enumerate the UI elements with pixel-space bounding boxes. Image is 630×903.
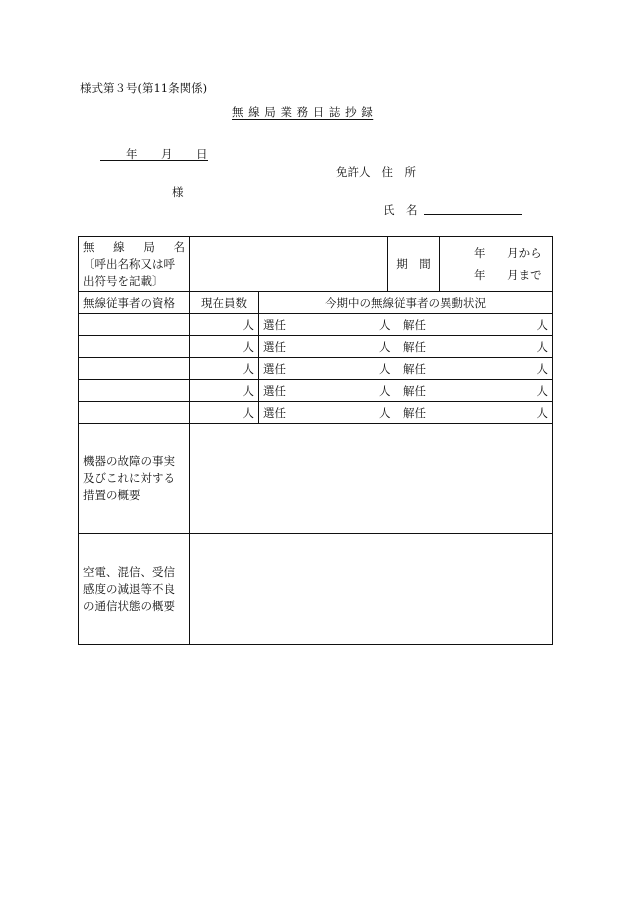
unit-label: 人 [242,383,254,398]
changes-cell[interactable] [259,402,553,424]
comm-issues-label [79,534,190,645]
station-name-label-cell [79,237,190,292]
appoint-label: 選任 [263,339,286,354]
form-number: 様式第３号(第11条関係) [80,81,208,95]
current-count-cell[interactable] [190,336,259,358]
current-count-cell[interactable] [190,314,259,336]
log-table [78,236,553,645]
licensee-address-label [336,164,416,180]
station-name-value[interactable] [190,237,388,292]
col-changes-header: 今期中の無線従事者の異動状況 [259,292,553,314]
unit-label: 人 [379,405,391,420]
station-name-label [83,239,185,256]
licensee-name-label: 氏 名 [383,203,418,217]
name-underline [424,214,522,215]
dismiss-label: 解任 [403,405,426,420]
period-from-month: 月から [507,246,542,260]
appoint-label: 選任 [263,405,286,420]
appoint-label: 選任 [263,383,286,398]
equipment-fault-line: 措置の概要 [83,488,141,502]
unit-label: 人 [379,339,391,354]
changes-cell[interactable] [259,358,553,380]
form-title: 無 線 局 業 務 日 誌 抄 録 [232,105,374,119]
station-name-note-2: 出符号を記載〕 [83,273,164,288]
comm-issues-line: 感度の減退等不良 [83,581,175,596]
period-from [444,242,548,264]
qualification-cell[interactable] [79,402,190,424]
current-count-cell[interactable] [190,358,259,380]
qualification-cell[interactable] [79,358,190,380]
staff-header-row [79,292,553,314]
staff-row [79,358,553,380]
period-to-year: 年 [474,268,486,282]
changes-cell[interactable] [259,380,553,402]
licensee-label: 免許人 [336,165,371,179]
period-to-month: 月まで [507,268,542,282]
period-label: 期 間 [388,237,440,292]
period-from-year: 年 [474,246,486,260]
appoint-label: 選任 [263,317,286,332]
qualification-cell[interactable] [79,380,190,402]
unit-label: 人 [242,339,254,354]
station-name-char: 無 [83,239,95,254]
comm-issues-value[interactable] [190,534,553,645]
unit-label: 人 [379,317,391,332]
qualification-cell[interactable] [79,314,190,336]
equipment-fault-row [79,424,553,534]
appoint-label: 選任 [263,361,286,376]
date-year-label: 年 [126,147,138,161]
comm-issues-line: 空電、混信、受信 [83,564,175,579]
address-label: 住 所 [381,165,416,179]
station-name-char: 名 [173,239,185,254]
equipment-fault-value[interactable] [190,424,553,534]
unit-label: 人 [536,317,548,332]
unit-label: 人 [536,339,548,354]
station-row [79,237,553,292]
dismiss-label: 解任 [403,339,426,354]
changes-cell[interactable] [259,314,553,336]
date-day-label: 日 [196,147,208,161]
unit-label: 人 [536,383,548,398]
unit-label: 人 [379,383,391,398]
comm-issues-row [79,534,553,645]
unit-label: 人 [242,405,254,420]
staff-row [79,314,553,336]
unit-label: 人 [536,405,548,420]
changes-cell[interactable] [259,336,553,358]
station-name-char: 線 [113,239,125,254]
col-qualification-header: 無線従事者の資格 [79,292,190,314]
staff-row [79,380,553,402]
current-count-cell[interactable] [190,402,259,424]
qualification-cell[interactable] [79,336,190,358]
comm-issues-line: の通信状態の概要 [83,598,175,613]
date-field [100,146,208,161]
unit-label: 人 [379,361,391,376]
station-name-note-1: 〔呼出名称又は呼 [83,256,175,271]
date-month-label: 月 [161,147,173,161]
col-current-header: 現在員数 [190,292,259,314]
staff-row [79,336,553,358]
dismiss-label: 解任 [403,361,426,376]
equipment-fault-line: 機器の故障の事実 [83,454,175,468]
unit-label: 人 [242,317,254,332]
period-to [444,264,548,286]
unit-label: 人 [536,361,548,376]
station-name-char: 局 [143,239,155,254]
equipment-fault-label [79,424,190,534]
current-count-cell[interactable] [190,380,259,402]
equipment-fault-line: 及びこれに対する [83,471,175,485]
dismiss-label: 解任 [403,383,426,398]
unit-label: 人 [242,361,254,376]
addressee-suffix: 様 [172,185,184,199]
period-value[interactable] [440,237,553,292]
dismiss-label: 解任 [403,317,426,332]
staff-row [79,402,553,424]
